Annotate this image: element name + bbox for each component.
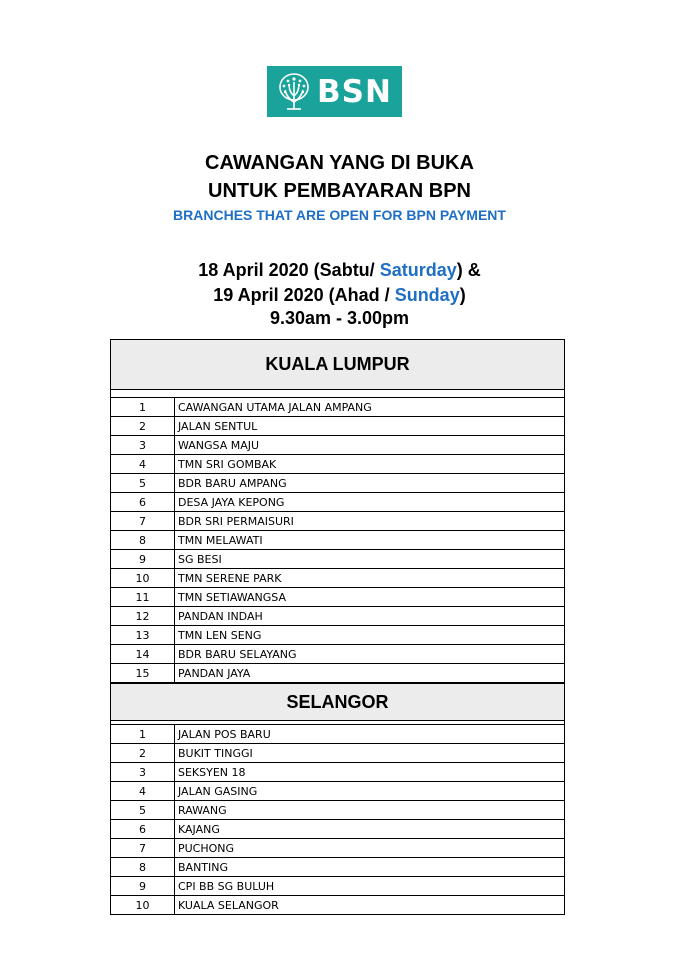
table-row bbox=[110, 588, 565, 607]
table-row bbox=[110, 531, 565, 550]
branch-number: 14 bbox=[111, 645, 175, 663]
branch-number: 1 bbox=[111, 725, 175, 743]
spacer bbox=[110, 390, 565, 398]
date-line-1 bbox=[0, 260, 679, 281]
branch-name: BDR BARU SELAYANG bbox=[178, 647, 297, 661]
branch-number: 3 bbox=[111, 436, 175, 454]
table-row bbox=[110, 744, 565, 763]
branch-name: TMN SERENE PARK bbox=[178, 571, 282, 585]
table-row bbox=[110, 569, 565, 588]
branch-table bbox=[110, 339, 565, 915]
title-line-2: UNTUK PEMBAYARAN BPN bbox=[208, 180, 471, 202]
branch-name: JALAN SENTUL bbox=[178, 419, 258, 433]
branch-number: 10 bbox=[111, 896, 175, 914]
branch-number: 4 bbox=[111, 782, 175, 800]
branch-number: 10 bbox=[111, 569, 175, 587]
time-range: 9.30am - 3.00pm bbox=[269, 308, 410, 328]
title-line-1: CAWANGAN YANG DI BUKA bbox=[205, 152, 474, 174]
branch-number: 15 bbox=[111, 664, 175, 682]
branch-number: 2 bbox=[111, 417, 175, 435]
branch-name: CPI BB SG BULUH bbox=[178, 879, 275, 893]
branch-name: JALAN POS BARU bbox=[178, 727, 271, 741]
branch-number: 6 bbox=[111, 820, 175, 838]
branch-name: BANTING bbox=[178, 860, 229, 874]
branch-name: DESA JAYA KEPONG bbox=[178, 495, 285, 509]
date-line-1-en: Saturday bbox=[379, 260, 457, 280]
branch-name: JALAN GASING bbox=[178, 784, 258, 798]
date-line-1-suffix: ) & bbox=[456, 260, 481, 280]
branch-number: 7 bbox=[111, 839, 175, 857]
branch-name: SG BESI bbox=[178, 552, 222, 566]
branch-name: KAJANG bbox=[178, 822, 220, 836]
date-line-2-en: Sunday bbox=[394, 285, 460, 305]
table-row bbox=[110, 782, 565, 801]
branch-name: KUALA SELANGOR bbox=[178, 898, 279, 912]
date-line-2-suffix: ) bbox=[459, 285, 466, 305]
bsn-logo bbox=[267, 66, 402, 117]
branch-name: RAWANG bbox=[178, 803, 227, 817]
branch-name: BDR BARU AMPANG bbox=[178, 476, 287, 490]
table-row bbox=[110, 725, 565, 744]
table-row bbox=[110, 436, 565, 455]
branch-name: TMN MELAWATI bbox=[178, 533, 263, 547]
branch-number: 8 bbox=[111, 531, 175, 549]
branch-list bbox=[110, 720, 565, 915]
table-row bbox=[110, 455, 565, 474]
branch-number: 7 bbox=[111, 512, 175, 530]
branch-number: 9 bbox=[111, 877, 175, 895]
table-row bbox=[110, 763, 565, 782]
table-row bbox=[110, 398, 565, 417]
region-header: KUALA LUMPUR bbox=[110, 339, 565, 389]
subtitle: BRANCHES THAT ARE OPEN FOR BPN PAYMENT bbox=[173, 207, 506, 223]
tree-icon bbox=[277, 72, 311, 112]
branch-number: 4 bbox=[111, 455, 175, 473]
branch-name: WANGSA MAJU bbox=[178, 438, 260, 452]
branch-name: BDR SRI PERMAISURI bbox=[178, 514, 294, 528]
table-row bbox=[110, 877, 565, 896]
branch-number: 5 bbox=[111, 474, 175, 492]
table-row bbox=[110, 896, 565, 915]
date-line-2 bbox=[0, 285, 679, 306]
branch-number: 2 bbox=[111, 744, 175, 762]
branch-name: PANDAN JAYA bbox=[178, 666, 251, 680]
table-row bbox=[110, 664, 565, 683]
branch-number: 3 bbox=[111, 763, 175, 781]
branch-list bbox=[110, 389, 565, 683]
table-row bbox=[110, 839, 565, 858]
branch-number: 12 bbox=[111, 607, 175, 625]
branch-number: 6 bbox=[111, 493, 175, 511]
logo-text: BSN bbox=[317, 73, 392, 110]
branch-name: SEKSYEN 18 bbox=[178, 765, 246, 779]
table-row bbox=[110, 417, 565, 436]
branch-name: PUCHONG bbox=[178, 841, 235, 855]
table-row bbox=[110, 626, 565, 645]
branch-name: CAWANGAN UTAMA JALAN AMPANG bbox=[178, 400, 372, 414]
table-row bbox=[110, 512, 565, 531]
table-row bbox=[110, 550, 565, 569]
branch-name: PANDAN INDAH bbox=[178, 609, 263, 623]
branch-name: TMN SETIAWANGSA bbox=[178, 590, 287, 604]
date-line-2-prefix: 19 April 2020 (Ahad / bbox=[213, 285, 395, 305]
region-header: SELANGOR bbox=[110, 683, 565, 720]
table-row bbox=[110, 645, 565, 664]
branch-number: 1 bbox=[111, 398, 175, 416]
table-row bbox=[110, 801, 565, 820]
table-row bbox=[110, 493, 565, 512]
branch-number: 5 bbox=[111, 801, 175, 819]
branch-name: TMN LEN SENG bbox=[178, 628, 262, 642]
branch-number: 8 bbox=[111, 858, 175, 876]
table-row bbox=[110, 858, 565, 877]
date-line-1-prefix: 18 April 2020 (Sabtu/ bbox=[198, 260, 380, 280]
branch-name: BUKIT TINGGI bbox=[178, 746, 253, 760]
table-row bbox=[110, 820, 565, 839]
branch-number: 11 bbox=[111, 588, 175, 606]
table-row bbox=[110, 474, 565, 493]
table-row bbox=[110, 607, 565, 626]
branch-name: TMN SRI GOMBAK bbox=[178, 457, 277, 471]
branch-number: 13 bbox=[111, 626, 175, 644]
branch-number: 9 bbox=[111, 550, 175, 568]
